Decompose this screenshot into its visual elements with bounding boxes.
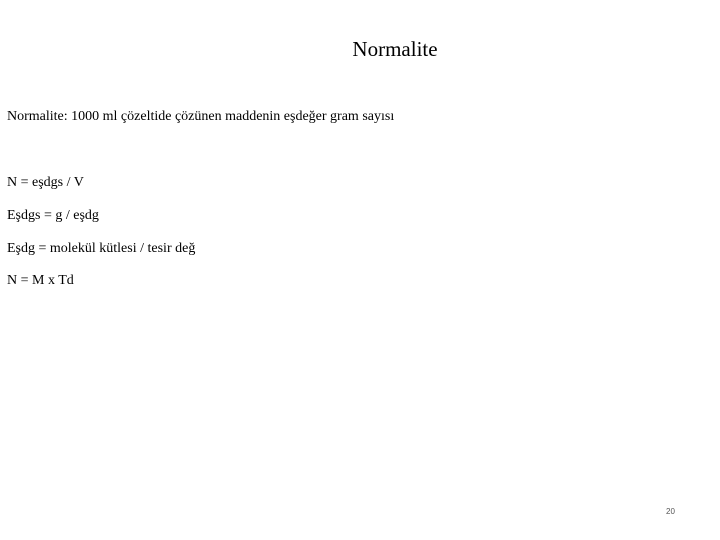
definition-text: Normalite: 1000 ml çözeltide çözünen maddenin eşdeğer gram sayısı — [7, 109, 395, 124]
formula-equivalent-weight: Eşdg = molekül kütlesi / tesir değ — [7, 241, 196, 256]
formula-molarity-relation: N = M x Td — [7, 273, 74, 288]
slide-title: Normalite — [352, 37, 438, 61]
formula-normality: N = eşdgs / V — [7, 175, 84, 190]
formula-equivalent-gram: Eşdgs = g / eşdg — [7, 208, 99, 223]
page-number: 20 — [666, 507, 675, 516]
